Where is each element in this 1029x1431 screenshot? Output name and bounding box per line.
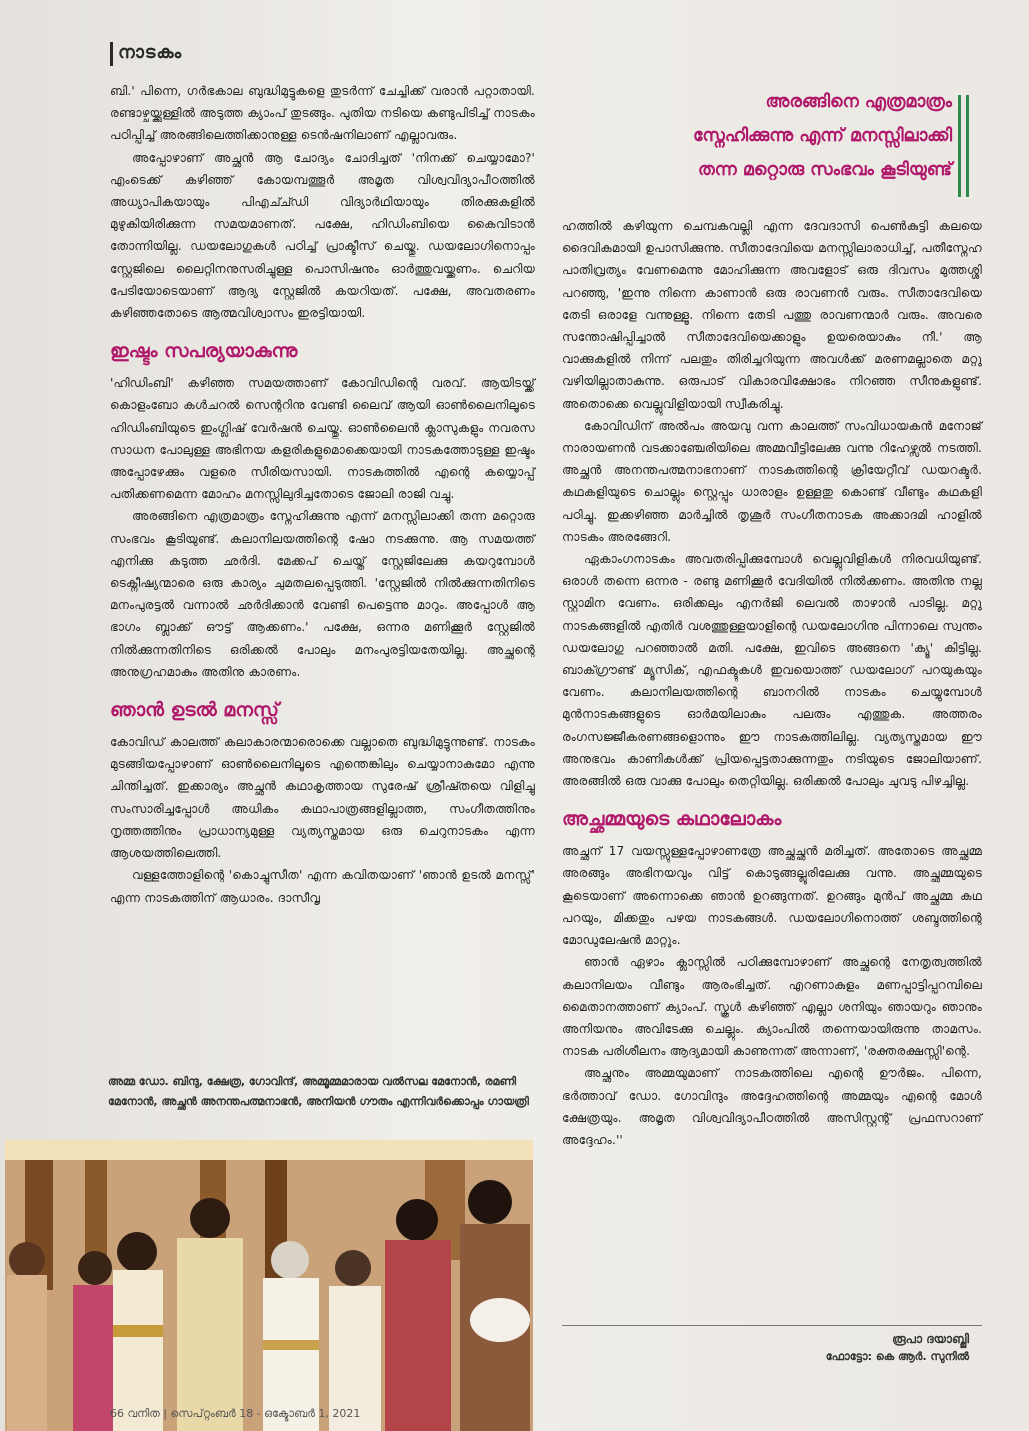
author-credit: രൂപാ ദയാബ്ജി	[892, 1332, 969, 1346]
paragraph: കോവിഡ് കാലത്ത് കലാകാരന്മാരൊക്കെ വല്ലാതെ ബുദ്ധിമുട്ടുന്നുണ്ട്. നാടകം മുടങ്ങിയപ്പോഴാണ് ഓൺലൈനിലൂടെ എന്തെങ്കിലും ചെയ്യാനാകുമോ എന്നു ചിന്തിച്ചത്. ഇക്കാര്യം അച്ഛൻ കഥാകൃത്തായ സുരേഷ് ശ്രീഷ്തയെ വിളിച്ചു സംസാരിച്ചപ്പോൾ അധികം കഥാപാത്രങ്ങളില്ലാത്ത, സംഗീതത്തിനും നൃത്തത്തിനും പ്രാധാന്യമുള്ള വ്യത്യസ്തമായ ഒരു ചെറുനാടകം എന്ന ആശയത്തിലെത്തി.	[110, 735, 535, 861]
pull-quote-line-1: അരങ്ങിനെ എത്രമാത്രം	[765, 92, 952, 112]
paragraph: 'ഹിഡിംബി' കഴിഞ്ഞ സമയത്താണ് കോവിഡിന്റെ വരവ്. ആയിടയ്ക്ക് കൊളംബോ കൾചറൽ സെന്ററിനു വേണ്ടി ലൈവ് ആയി ഓൺലൈനിലൂടെ ഹിഡിംബിയുടെ ഇംഗ്ലിഷ് വേർഷൻ ചെയ്തു. ഓൺലൈൻ ക്ലാസുകളും നവരസ സാധന പോലുള്ള അഭിനയ കളരികളുമൊക്കെയായി നാടകത്തോടുള്ള ഇഷ്ടം അപ്പോഴേക്കും വളരെ സീരിയസായി. നാടകത്തിൽ എന്റെ കയ്യൊപ്പ് പതിക്കണമെന്ന മോഹം മനസ്സിലുദിച്ചതോടെ ജോലി രാജി വച്ചു.	[110, 376, 535, 502]
left-column	[110, 80, 535, 909]
pull-quote	[560, 85, 952, 187]
page-footer: 66 വനിത | സെപ്റ്റംബർ 18 - ഒക്ടോബർ 1, 2021	[110, 1407, 361, 1420]
photo-caption: അമ്മ ഡോ. ബിന്ദു, ക്ഷേത്ര, ഗോവിന്ദ്, അമ്മൂമ്മമാരായ വൽസല മേനോൻ, രമണി മേനോൻ, അച്ഛൻ അനന്തപത്മനാഭൻ, അനിയൻ ഗൗതം എന്നിവർക്കൊപ്പം ഗായത്രി	[108, 1075, 529, 1108]
paragraph: ഹത്തിൽ കഴിയുന്ന ചെമ്പകവല്ലി എന്ന ദേവദാസി പെൺകുട്ടി കലയെ ദൈവികമായി ഉപാസിക്കുന്നു. സീതാദേവിയെ മനസ്സിലാരാധിച്ച്, പതീസ്നേഹ പാതിവ്രത്യം വേണമെന്നു മോഹിക്കുന്ന അവളോട് ഒരു ദിവസം മുത്തശ്ശി പറഞ്ഞു, 'ഇന്നു നിന്നെ കാണാൻ ഒരു രാവണൻ വരും. സീതാദേവിയെ തേടി ഒരാളേ വന്നുള്ളൂ. നിന്നെ തേടി പത്തു രാവണന്മാർ വരും. അവരെ സന്തോഷിപ്പിച്ചാൽ സീതാദേവിയെക്കാളും ഉയരെയാകും നീ.' ആ വാക്കുകളിൽ നിന്ന് പലതും തിരിച്ചറിയുന്ന അവൾക്ക് മരണമല്ലാതെ മറ്റു വഴിയില്ലാതാകുന്നു. ഒരുപാട് വികാരവിക്ഷോഭം നിറഞ്ഞ സീനുകളുണ്ട്. അതൊക്കെ വെല്ലുവിളിയായി സ്വീകരിച്ചു.	[562, 219, 982, 411]
photo-credit: ഫോട്ടോ: കെ ആർ. സുനിൽ	[825, 1350, 969, 1363]
paragraph: അച്ഛനും അമ്മയുമാണ് നാടകത്തിലെ എന്റെ ഊർജം. പിന്നെ, ഭർത്താവ് ഡോ. ഗോവിന്ദും അദ്ദേഹത്തിന്റെ അമ്മയും എന്റെ മോൾ ക്ഷേത്രയും. അമൃത വിശ്വവിദ്യാപീഠത്തിൽ അസിസ്റ്റന്റ് പ്രഫസറാണ് അദ്ദേഹം.''	[562, 1066, 982, 1147]
paragraph: അച്ഛന് 17 വയസ്സുള്ളപ്പോഴാണത്രേ അച്ഛച്ഛൻ മരിച്ചത്. അതോടെ അച്ഛമ്മ അരങ്ങും അഭിനയവും വിട്ട് കൊടുങ്ങല്ലൂരിലേക്കു വന്നു. അച്ഛമ്മയുടെ കൂടെയാണ് അന്നൊക്കെ ഞാൻ ഉറങ്ങുന്നത്. ഉറങ്ങും മുൻപ് അച്ഛമ്മ കഥ പറയും, മിക്കതും പഴയ നാടകങ്ങൾ. ഡയലോഗിനൊത്ത് ശബ്ദത്തിന്റെ മോഡുലേഷൻ മാറ്റും.	[562, 844, 982, 948]
pull-quote-line-3: തന്ന മറ്റൊരു സംഭവം കൂടിയുണ്ട്	[697, 160, 952, 180]
paragraph: അപ്പോഴാണ് അച്ഛൻ ആ ചോദ്യം ചോദിച്ചത് 'നിനക്ക് ചെയ്യാമോ?' എംടെക്ക് കഴിഞ്ഞ് കോയമ്പത്തൂർ അമൃത വിശ്വവിദ്യാപീഠത്തിൽ അധ്യാപികയായും പിഎച്ച്ഡി വിദ്യാർഥിയായും തിരക്കുകളിൽ മുഴുകിയിരിക്കുന്ന സമയമാണത്. പക്ഷേ, ഹിഡിംബിയെ കൈവിടാൻ തോന്നിയില്ല. ഡയലോഗുകൾ പഠിച്ച് പ്രാക്ടീസ് ചെയ്തു. ഡയലോഗിനൊപ്പം സ്റ്റേജിലെ ലൈറ്റിനനുസരിച്ചുള്ള പൊസിഷനും ഓർത്തുവയ്ക്കണം. ചെറിയ പേടിയോടെയാണ് ആദ്യ സ്റ്റേജിൽ കയറിയത്. പക്ഷേ, അവതരണം കഴിഞ്ഞതോടെ ആത്മവിശ്വാസം ഇരട്ടിയായി.	[110, 150, 535, 321]
pull-quote-bar	[966, 95, 969, 197]
subheading: അച്ഛമ്മയുടെ കഥാലോകം	[562, 808, 782, 831]
paragraph: അരങ്ങിനെ എത്രമാത്രം സ്നേഹിക്കുന്നു എന്ന് മനസ്സിലാക്കി തന്ന മറ്റൊരു സംഭവം കൂടിയുണ്ട്. കലാനിലയത്തിന്റെ ഷോ നടക്കുന്നു. ആ സമയത്ത് എനിക്കു കടുത്ത ഛർദി. മേക്കപ് ചെയ്ത് സ്റ്റേജിലേക്കു കയറുമ്പോൾ ടെക്നീഷ്യന്മാരെ ഒരു കാര്യം ചുമതലപ്പെടുത്തി. 'സ്റ്റേജിൽ നിൽക്കുന്നതിനിടെ മനംപുരട്ടൽ വന്നാൽ ഛർദിക്കാൻ വേണ്ടി പെട്ടെന്നു മാറും. അപ്പോൾ ആ ഭാഗം ബ്ലാക്ക് ഔട്ട് ആക്കണം.' പക്ഷേ, ഒന്നര മണിക്കൂർ സ്റ്റേജിൽ നിൽക്കുന്നതിനിടെ ഒരിക്കൽ പോലും മനംപുരട്ടിയതേയില്ല. അച്ഛന്റെ അനുഗ്രഹമാകും അതിനു കാരണം.	[110, 509, 535, 679]
family-photo	[5, 1140, 533, 1431]
subheading: ഞാൻ ഉടൽ മനസ്സ്	[110, 699, 279, 722]
paragraph: ഏകാംഗനാടകം അവതരിപ്പിക്കുമ്പോൾ വെല്ലുവിളികൾ നിരവധിയുണ്ട്. ഒരാൾ തന്നെ ഒന്നര - രണ്ടു മണിക്കൂർ വേദിയിൽ നിൽക്കണം. അതിനു നല്ല സ്റ്റാമിന വേണം. ഒരിക്കലും എനർജി ലെവൽ താഴാൻ പാടില്ല. മറ്റു നാടകങ്ങളിൽ എതിർ വശത്തുള്ളയാളിന്റെ ഡയലോഗിനു പിന്നാലെ സ്വന്തം ഡയലോഗു പറഞ്ഞാൽ മതി. പക്ഷേ, ഇവിടെ അങ്ങനെ 'ക്യൂ' കിട്ടില്ല. ബാക്ഗ്രൗണ്ട് മ്യൂസിക്, എഫക്ടുകൾ ഇവയൊത്ത് ഡയലോഗ് പറയുകയും വേണം. കലാനിലയത്തിന്റെ ബാനറിൽ നാടകം ചെയ്യുമ്പോൾ മുൻനാടകങ്ങളുടെ ഓർമയിലാകും പലരും എത്തുക. അത്തരം രംഗസജ്ജീകരണങ്ങളൊന്നും ഈ നാടകത്തിലില്ല. വ്യത്യസ്തമായ ഈ അനുഭവം കാണികൾക്ക് പ്രിയപ്പെട്ടതാക്കുന്നതും നടിയുടെ ജോലിയാണ്. അരങ്ങിൽ ഒരു വാക്കു പോലും തെറ്റിയില്ല. ഒരിക്കൽ പോലും ചുവടു പിഴച്ചില്ല.	[562, 552, 982, 789]
subheading: ഇഷ്ടം സപര്യയാകുന്നു	[110, 340, 298, 363]
family-photo-illustration	[5, 1140, 533, 1431]
paragraph: ഞാൻ ഏഴാം ക്ലാസ്സിൽ പഠിക്കുമ്പോഴാണ് അച്ഛന്റെ നേതൃത്വത്തിൽ കലാനിലയം വീണ്ടും ആരംഭിച്ചത്. എറണാകുളം മണപ്പാട്ടിപ്പറമ്പിലെ മൈതാനത്താണ് ക്യാംപ്. സ്കൂൾ കഴിഞ്ഞ് എല്ലാ ശനിയും ഞായറും ഞാനും അനിയനും അവിടേക്കു ചെല്ലും. ക്യാംപിൽ തന്നെയായിരുന്നു താമസം. നാടക പരിശീലനം ആദ്യമായി കാണുന്നത് അന്നാണ്, 'രക്തരക്ഷസ്സി'ന്റെ.	[562, 955, 982, 1059]
pull-quote-bar	[958, 95, 961, 197]
paragraph: ബി.' പിന്നെ, ഗർഭകാല ബുദ്ധിമുട്ടുകളെ തുടർന്ന് ചേച്ചിക്ക് വരാൻ പറ്റാതായി. രണ്ടാഴ്ചയ്ക്കുള്ളിൽ അടുത്ത ക്യാംപ് തുടങ്ങും. പുതിയ നടിയെ കണ്ടുപിടിച്ച് നാടകം പഠിപ്പിച്ച് അരങ്ങിലെത്തിക്കാനുള്ള ടെൻഷനിലാണ് എല്ലാവരും.	[110, 84, 535, 143]
paragraph: വള്ളത്തോളിന്റെ 'കൊച്ചുസീത' എന്ന കവിതയാണ് 'ഞാൻ ഉടൽ മനസ്സ്' എന്ന നാടകത്തിന് ആധാരം. ദാസീവൃ	[110, 868, 535, 905]
pull-quote-line-2: സ്നേഹിക്കുന്നു എന്ന് മനസ്സിലാക്കി	[693, 126, 952, 146]
paragraph: കോവിഡിന് അൽപം അയവു വന്ന കാലത്ത് സംവിധായകൻ മനോജ് നാരായണൻ വടക്കാഞ്ചേരിയിലെ അമ്മവീട്ടിലേക്കു വന്നു റിഹേഴ്സൽ നടത്തി. അച്ഛൻ അനന്തപത്മനാഭനാണ് നാടകത്തിന്റെ ക്രിയേറ്റീവ് ഡയറക്ടർ. കഥകളിയുടെ ചൊല്ലും സ്റ്റെപ്പും ധാരാളം ഉള്ളതു കൊണ്ട് വീണ്ടും കഥകളി പഠിച്ചു. ഇക്കഴിഞ്ഞ മാർച്ചിൽ തൃശൂർ സംഗീതനാടക അക്കാദമി ഹാളിൽ നാടകം അരങ്ങേറി.	[562, 418, 982, 544]
credits-divider	[562, 1325, 982, 1326]
right-column	[562, 215, 982, 1151]
section-title: നാടകം	[118, 42, 183, 63]
section-marker	[110, 42, 113, 66]
